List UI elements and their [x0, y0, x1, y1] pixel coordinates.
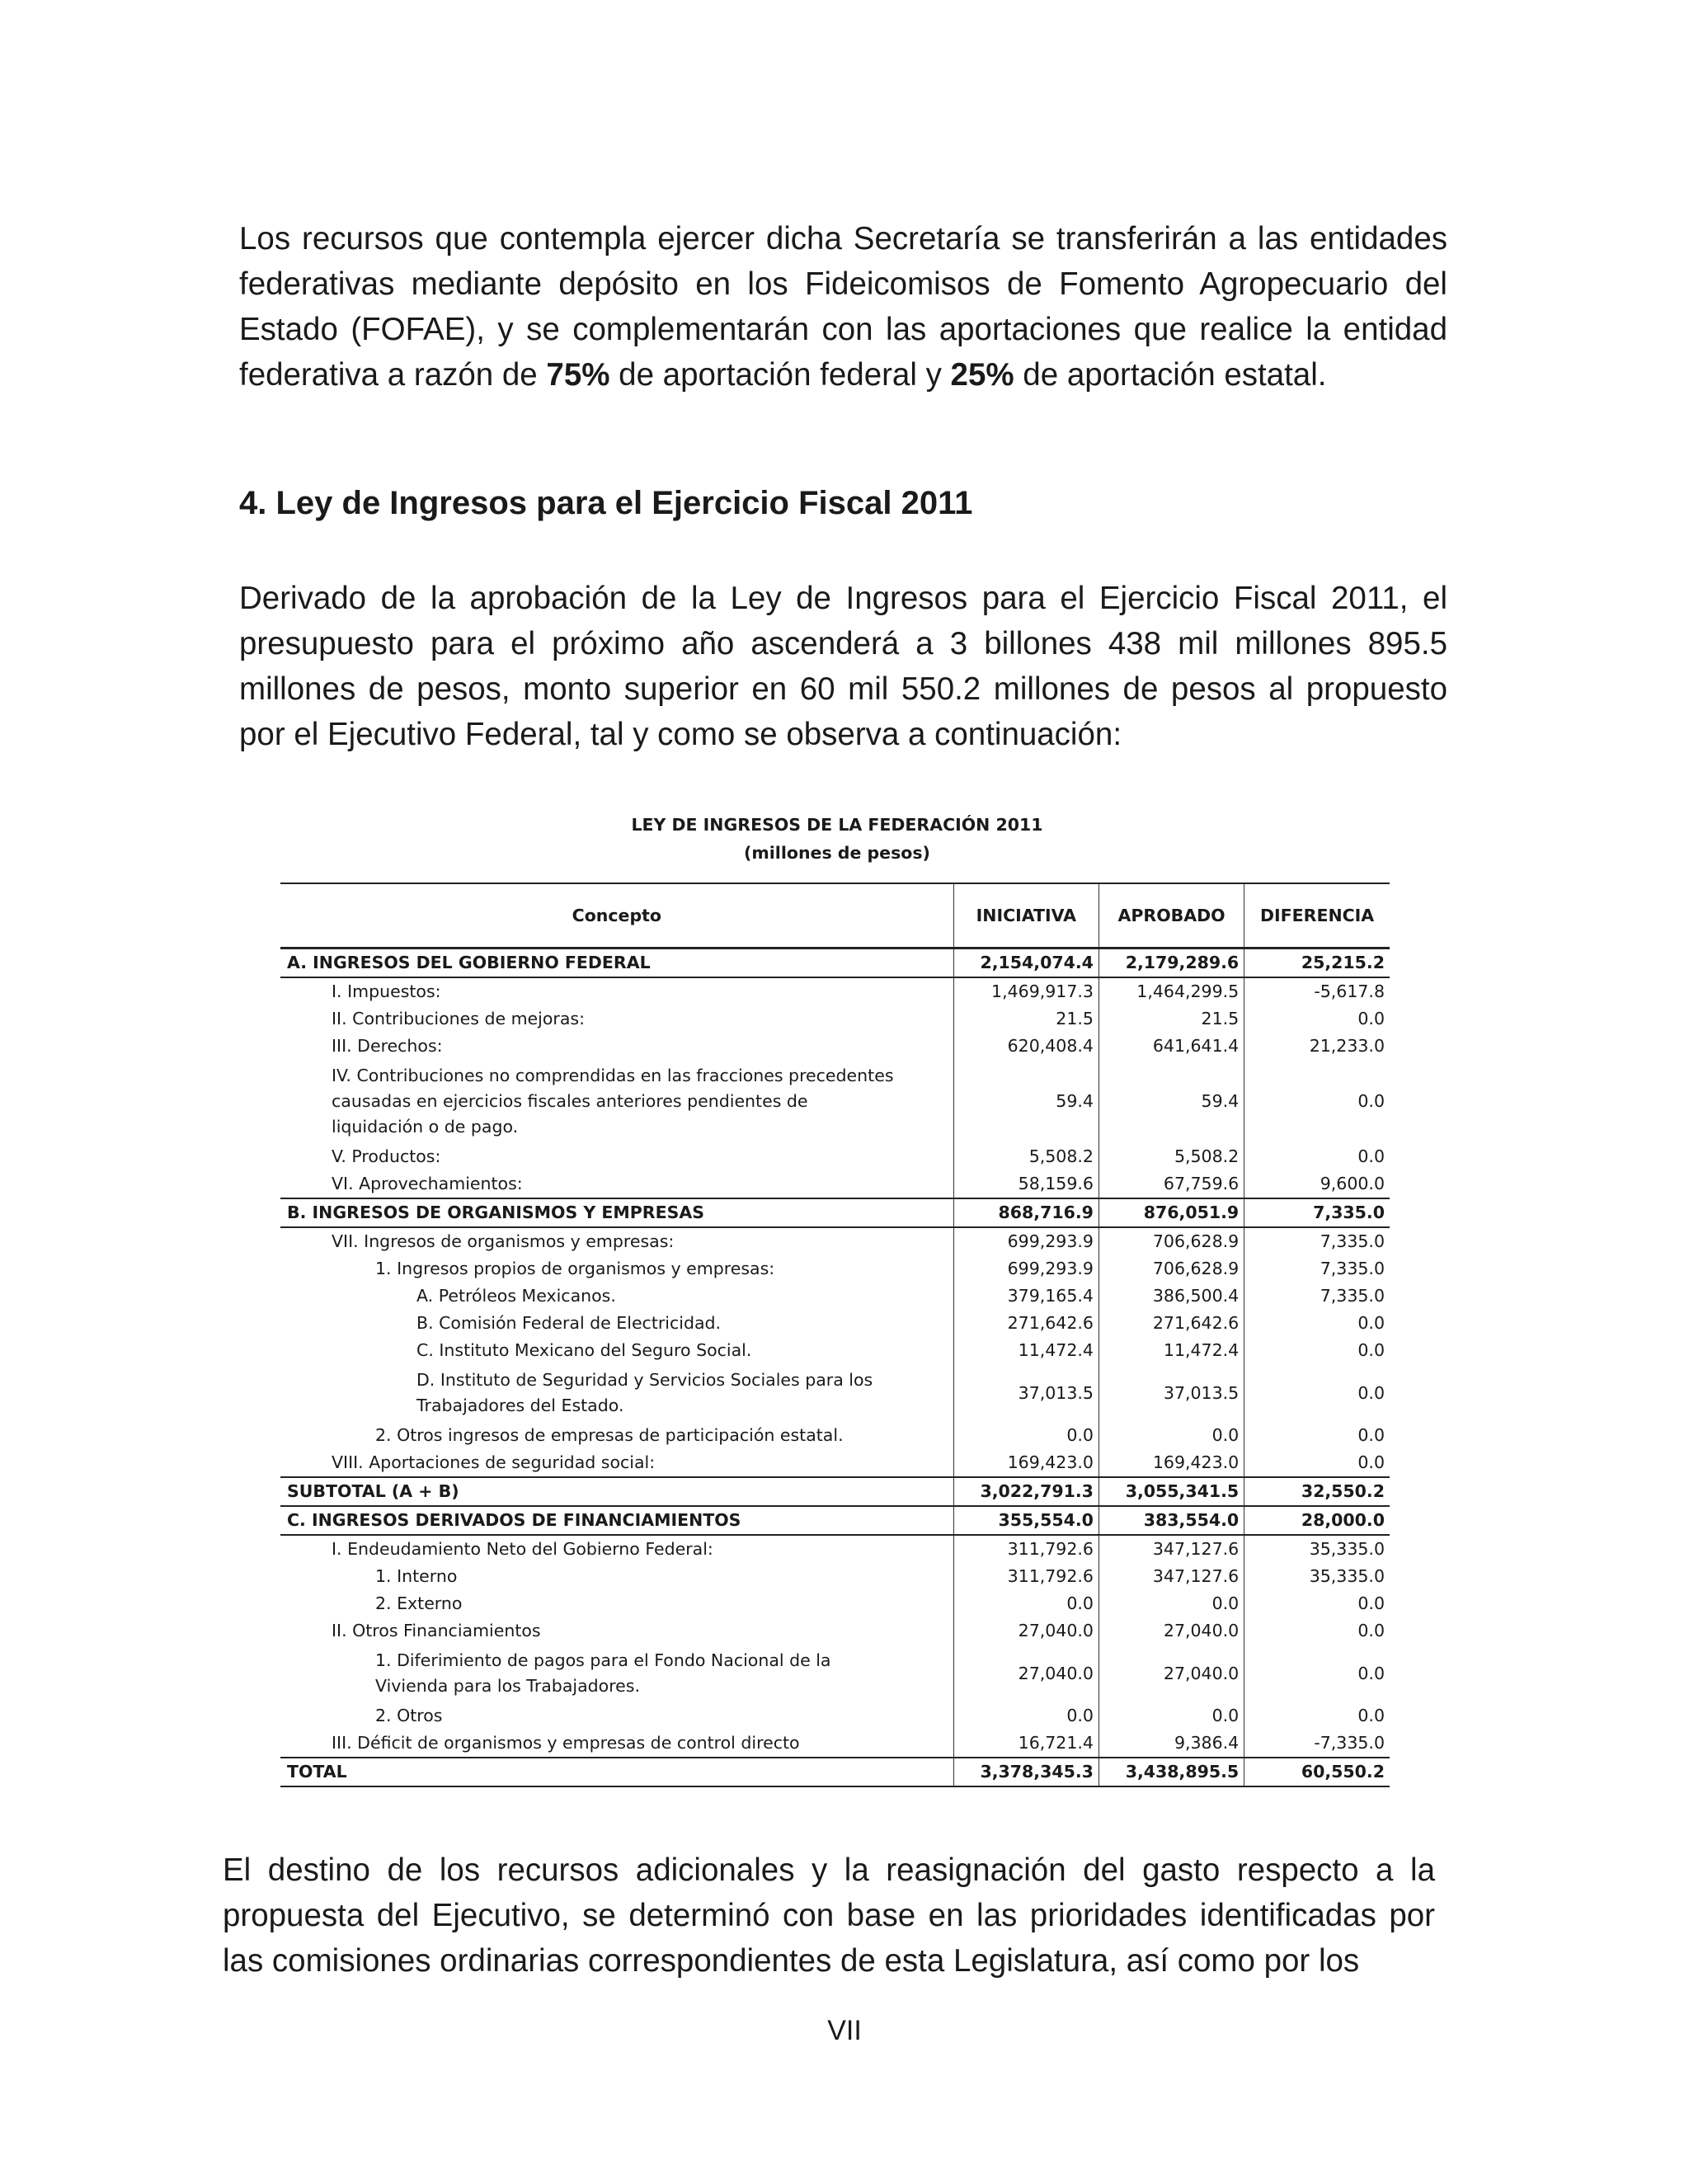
row-concept: VIII. Aportaciones de seguridad social: [280, 1449, 953, 1477]
table-row [280, 1590, 1390, 1617]
row-concept: C. Instituto Mexicano del Seguro Social. [416, 1340, 752, 1360]
table-row [280, 1449, 1390, 1477]
row-iniciativa: 0.0 [953, 1422, 1099, 1449]
row-concept: A. Petróleos Mexicanos. [416, 1286, 616, 1306]
table-row [280, 1702, 1390, 1730]
row-concept: III. Déficit de organismos y empresas de control directo [280, 1730, 953, 1758]
row-diferencia: 0.0 [1244, 1337, 1390, 1364]
table-row [280, 1337, 1390, 1364]
row-concept: 1. Ingresos propios de organismos y empresas: [375, 1259, 775, 1278]
row-aprobado: 876,051.9 [1099, 1198, 1244, 1227]
row-concept: C. INGRESOS DERIVADOS DE FINANCIAMIENTOS [280, 1506, 953, 1535]
row-diferencia: 7,335.0 [1244, 1255, 1390, 1283]
table-row [280, 1255, 1390, 1283]
row-concept: 2. Otros ingresos de empresas de participación estatal. [375, 1425, 844, 1445]
table-row [280, 1005, 1390, 1033]
row-concept: I. Endeudamiento Neto del Gobierno Federal: [332, 1539, 713, 1559]
table-row [280, 1060, 1390, 1143]
table-row [280, 1617, 1390, 1645]
row-diferencia: 35,335.0 [1244, 1535, 1390, 1563]
row-diferencia: -5,617.8 [1244, 977, 1390, 1005]
row-diferencia: 0.0 [1244, 1617, 1390, 1645]
row-aprobado: 706,628.9 [1099, 1227, 1244, 1255]
row-concept: 1. Diferimiento de pagos para el Fondo Nacional de la Vivienda para los Trabajadores. [375, 1650, 831, 1696]
row-aprobado: 271,642.6 [1099, 1310, 1244, 1337]
row-diferencia: 0.0 [1244, 1143, 1390, 1170]
row-concept: 2. Externo [375, 1593, 463, 1613]
row-iniciativa: 379,165.4 [953, 1283, 1099, 1310]
row-diferencia: 7,335.0 [1244, 1283, 1390, 1310]
row-diferencia: 0.0 [1244, 1422, 1390, 1449]
table-row [280, 1143, 1390, 1170]
row-diferencia: 0.0 [1244, 1364, 1390, 1422]
row-diferencia: 9,600.0 [1244, 1170, 1390, 1198]
table-row [280, 1227, 1390, 1255]
row-iniciativa: 58,159.6 [953, 1170, 1099, 1198]
intro-paragraph [239, 216, 1447, 398]
row-diferencia: -7,335.0 [1244, 1730, 1390, 1758]
row-aprobado: 3,438,895.5 [1099, 1758, 1244, 1786]
row-iniciativa: 27,040.0 [953, 1645, 1099, 1702]
row-concept: SUBTOTAL (A + B) [280, 1477, 953, 1506]
table-header-row [280, 883, 1390, 948]
table-row [280, 1364, 1390, 1422]
row-diferencia: 21,233.0 [1244, 1033, 1390, 1060]
row-diferencia: 7,335.0 [1244, 1198, 1390, 1227]
table-row [280, 1535, 1390, 1563]
col-header-concepto: Concepto [280, 883, 953, 948]
row-aprobado: 27,040.0 [1099, 1645, 1244, 1702]
row-iniciativa: 620,408.4 [953, 1033, 1099, 1060]
row-iniciativa: 11,472.4 [953, 1337, 1099, 1364]
row-diferencia: 32,550.2 [1244, 1477, 1390, 1506]
row-concept: 2. Otros [375, 1706, 443, 1725]
row-iniciativa: 3,022,791.3 [953, 1477, 1099, 1506]
row-aprobado: 1,464,299.5 [1099, 977, 1244, 1005]
row-iniciativa: 3,378,345.3 [953, 1758, 1099, 1786]
intro-text-end: de aportación estatal. [1014, 357, 1327, 393]
row-diferencia: 7,335.0 [1244, 1227, 1390, 1255]
row-concept: D. Instituto de Seguridad y Servicios Sociales para los Trabajadores del Estado. [416, 1370, 873, 1415]
row-diferencia: 0.0 [1244, 1449, 1390, 1477]
row-aprobado: 67,759.6 [1099, 1170, 1244, 1198]
row-aprobado: 641,641.4 [1099, 1033, 1244, 1060]
row-aprobado: 0.0 [1099, 1702, 1244, 1730]
row-iniciativa: 16,721.4 [953, 1730, 1099, 1758]
row-concept: IV. Contribuciones no comprendidas en las fracciones precedentes causadas en ejercicios fiscales anteriores pendientes de liquidación o de pago. [332, 1066, 894, 1137]
row-aprobado: 11,472.4 [1099, 1337, 1244, 1364]
row-aprobado: 706,628.9 [1099, 1255, 1244, 1283]
row-aprobado: 27,040.0 [1099, 1617, 1244, 1645]
row-diferencia: 0.0 [1244, 1702, 1390, 1730]
row-diferencia: 35,335.0 [1244, 1563, 1390, 1590]
row-aprobado: 21.5 [1099, 1005, 1244, 1033]
row-diferencia: 0.0 [1244, 1310, 1390, 1337]
col-header-aprobado: APROBADO [1099, 883, 1244, 948]
row-diferencia: 60,550.2 [1244, 1758, 1390, 1786]
state-share-percent: 25% [950, 357, 1014, 393]
row-iniciativa: 699,293.9 [953, 1255, 1099, 1283]
table-title: LEY DE INGRESOS DE LA FEDERACIÓN 2011 [631, 815, 1043, 835]
row-iniciativa: 0.0 [953, 1702, 1099, 1730]
table-row [280, 1730, 1390, 1758]
table-row-total [280, 1758, 1390, 1786]
row-concept: TOTAL [280, 1758, 953, 1786]
row-concept: A. INGRESOS DEL GOBIERNO FEDERAL [280, 948, 953, 978]
table-row [280, 1283, 1390, 1310]
row-aprobado: 2,179,289.6 [1099, 948, 1244, 978]
row-diferencia: 25,215.2 [1244, 948, 1390, 978]
row-iniciativa: 2,154,074.4 [953, 948, 1099, 978]
row-aprobado: 59.4 [1099, 1060, 1244, 1143]
table-row [280, 1422, 1390, 1449]
row-iniciativa: 271,642.6 [953, 1310, 1099, 1337]
col-header-iniciativa: INICIATIVA [953, 883, 1099, 948]
row-aprobado: 383,554.0 [1099, 1506, 1244, 1535]
row-aprobado: 5,508.2 [1099, 1143, 1244, 1170]
row-concept: VII. Ingresos de organismos y empresas: [332, 1231, 675, 1251]
row-iniciativa: 59.4 [953, 1060, 1099, 1143]
row-concept: II. Otros Financiamientos [332, 1621, 541, 1640]
table-row [280, 1645, 1390, 1702]
table-row [280, 1033, 1390, 1060]
row-diferencia: 28,000.0 [1244, 1506, 1390, 1535]
row-iniciativa: 5,508.2 [953, 1143, 1099, 1170]
row-concept: 1. Interno [375, 1566, 458, 1586]
closing-paragraph: El destino de los recursos adicionales y la reasignación del gasto respecto a la propuesta del Ejecutivo, se determinó con base en las prioridades identificadas por las comisiones ordinarias correspondientes de esta Legislatura, así como por los [223, 1852, 1435, 1979]
table-row [280, 948, 1390, 978]
row-aprobado: 347,127.6 [1099, 1563, 1244, 1590]
row-iniciativa: 355,554.0 [953, 1506, 1099, 1535]
col-header-diferencia: DIFERENCIA [1244, 883, 1390, 948]
row-concept: B. Comisión Federal de Electricidad. [416, 1313, 722, 1333]
row-concept: I. Impuestos: [332, 981, 441, 1001]
row-iniciativa: 27,040.0 [953, 1617, 1099, 1645]
intro-text-middle: de aportación federal y [609, 357, 951, 393]
row-diferencia: 0.0 [1244, 1590, 1390, 1617]
intro-text-start: Los recursos que contempla ejercer dicha Secretaría se transferirán a las entidades federativas mediante depósito en los Fideicomisos de Fomento Agropecuario del Estado (FOFAE), y se complementarán con las aportaciones que realice la entidad federativa a razón de [239, 221, 1447, 393]
row-iniciativa: 311,792.6 [953, 1563, 1099, 1590]
row-iniciativa: 311,792.6 [953, 1535, 1099, 1563]
page-number: VII [827, 2015, 862, 2046]
row-iniciativa: 169,423.0 [953, 1449, 1099, 1477]
table-row [280, 1170, 1390, 1198]
row-aprobado: 37,013.5 [1099, 1364, 1244, 1422]
row-iniciativa: 21.5 [953, 1005, 1099, 1033]
table-row [280, 1563, 1390, 1590]
row-concept: III. Derechos: [332, 1036, 443, 1056]
row-diferencia: 0.0 [1244, 1060, 1390, 1143]
row-iniciativa: 37,013.5 [953, 1364, 1099, 1422]
row-concept: B. INGRESOS DE ORGANISMOS Y EMPRESAS [280, 1198, 953, 1227]
table-row [280, 1198, 1390, 1227]
row-aprobado: 169,423.0 [1099, 1449, 1244, 1477]
revenue-table [280, 883, 1390, 1787]
table-row [280, 1477, 1390, 1506]
row-aprobado: 386,500.4 [1099, 1283, 1244, 1310]
table-row [280, 1310, 1390, 1337]
table-row [280, 1506, 1390, 1535]
row-aprobado: 3,055,341.5 [1099, 1477, 1244, 1506]
row-iniciativa: 1,469,917.3 [953, 977, 1099, 1005]
federal-share-percent: 75% [546, 357, 610, 393]
row-iniciativa: 0.0 [953, 1590, 1099, 1617]
row-diferencia: 0.0 [1244, 1645, 1390, 1702]
row-aprobado: 347,127.6 [1099, 1535, 1244, 1563]
table-units: (millones de pesos) [744, 843, 930, 863]
section-heading: 4. Ley de Ingresos para el Ejercicio Fiscal 2011 [239, 485, 973, 521]
row-aprobado: 0.0 [1099, 1422, 1244, 1449]
row-iniciativa: 699,293.9 [953, 1227, 1099, 1255]
row-concept: II. Contribuciones de mejoras: [332, 1009, 585, 1028]
table-row [280, 977, 1390, 1005]
row-aprobado: 0.0 [1099, 1590, 1244, 1617]
row-diferencia: 0.0 [1244, 1005, 1390, 1033]
budget-paragraph: Derivado de la aprobación de la Ley de Ingresos para el Ejercicio Fiscal 2011, el presupuesto para el próximo año ascenderá a 3 billones 438 mil millones 895.5 millones de pesos, monto superior en 60 mil 550.2 millones de pesos al propuesto por el Ejecutivo Federal, tal y como se observa a continuación: [239, 581, 1447, 752]
row-aprobado: 9,386.4 [1099, 1730, 1244, 1758]
row-concept: VI. Aprovechamientos: [280, 1170, 953, 1198]
row-concept: V. Productos: [332, 1146, 441, 1166]
row-iniciativa: 868,716.9 [953, 1198, 1099, 1227]
